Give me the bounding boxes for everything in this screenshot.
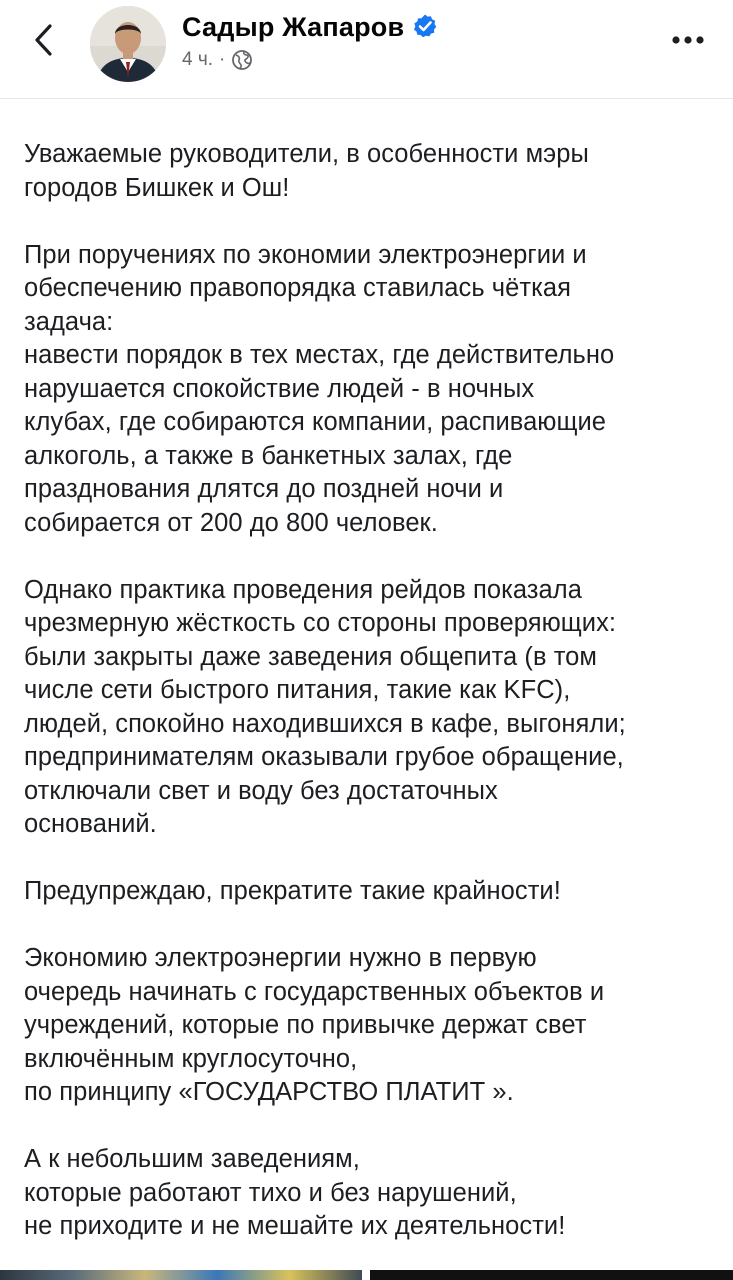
more-horizontal-icon [664,24,712,56]
author-name[interactable]: Садыр Жапаров [182,12,405,42]
post-meta [182,48,253,72]
post-media-strip[interactable] [0,1270,733,1280]
meta-separator: · [219,49,226,70]
post-image-left[interactable] [0,1270,362,1280]
more-options-button[interactable] [664,24,712,56]
post-image-right[interactable] [370,1270,733,1280]
post-time[interactable]: 4 ч. [182,49,214,70]
chevron-left-icon [26,20,66,60]
avatar-portrait [90,6,166,82]
media-divider [362,1270,370,1280]
post-text: Уважаемые руководители, в особенности мэры городов Бишкек и Ош! При поручениях по экономии электроэнергии и обеспечению правопорядка ставилась чёткая задача: навести порядок в тех местах, где действительно нарушается спокойствие людей - в ночных клубах, где собираются компании, распивающие алкоголь, а также в банкетных залах, где празднования длятся до поздней ночи и собирается от 200 до 800 человек. Однако практика проведения рейдов показала чрезмерную жёсткость со стороны проверяющих: были закрыты даже заведения общепита (в том числе сети быстрого питания, такие как KFC), людей, спокойно находившихся в кафе, выгоняли; предпринимателям оказывали грубое обращение, отключали свет и воду без достаточных оснований. Предупреждаю, прекратите такие крайности! Экономию электроэнергии нужно в первую очередь начинать с государственных объектов и учреждений, которые по привычке держат свет включённым круглосуточно, по принципу «ГОСУДАРСТВО ПЛАТИТ ». А к небольшим заведениям, которые работают тихо и без нарушений, не приходите и не мешайте их деятельности! [24,140,626,1240]
verified-badge-icon [412,13,438,39]
globe-icon [231,49,253,71]
back-button[interactable] [26,20,66,60]
post-header [0,0,733,99]
author-avatar[interactable] [90,6,166,82]
